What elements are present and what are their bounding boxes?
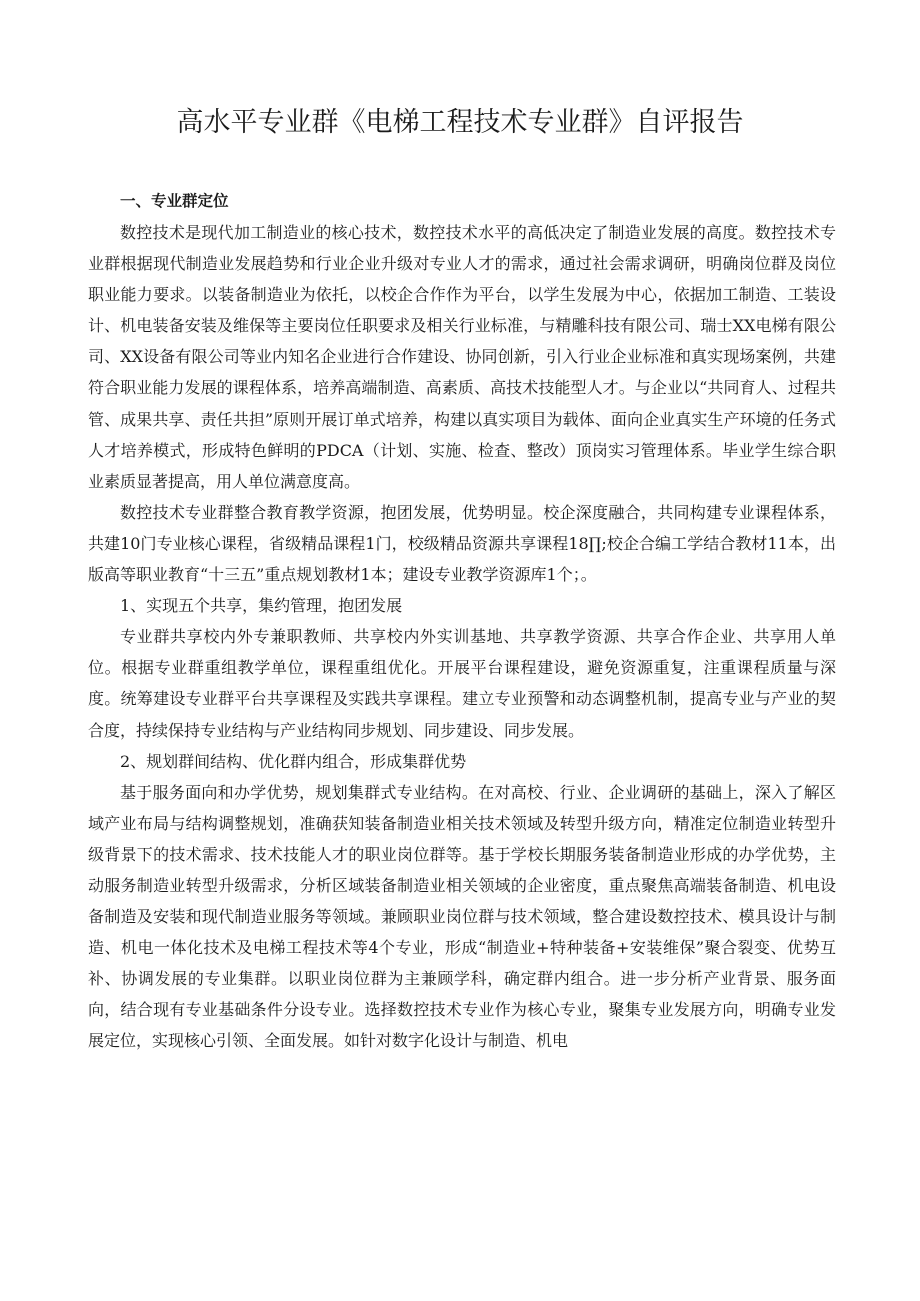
subsection-heading-sharing: 1、实现五个共享，集约管理，抱团发展 [120,596,403,616]
paragraph-sharing: 专业群共享校内外专兼职教师、共享校内外实训基地、共享教学资源、共享合作企业、共享用人单位。根据专业群重组教学单位，课程重组优化。开展平台课程建设，避免资源重复，注重课程质量与深度。统筹建设专业群平台共享课程及实践共享课程。建立专业预警和动态调整机制，提高专业与产业的契合度，持续保持专业结构与产业结构同步规划、同步建设、同步发展。 [88,627,836,740]
paragraph-positioning-overview: 数控技术是现代加工制造业的核心技术，数控技术水平的高低决定了制造业发展的高度。数控技术专业群根据现代制造业发展趋势和行业企业升级对专业人才的需求，通过社会需求调研，明确岗位群及岗位职业能力要求。以装备制造业为依托，以校企合作作为平台，以学生发展为中心，依据加工制造、工装设计、机电装备安装及维保等主要岗位任职要求及相关行业标准，与精雕科技有限公司、瑞士XX电梯有限公司、XX设备有限公司等业内知名企业进行合作建设、协同创新，引入行业企业标准和真实现场案例，共建符合职业能力发展的课程体系，培养高端制造、高素质、高技术技能型人才。与企业以“共同育人、过程共管、成果共享、责任共担”原则开展订单式培养，构建以真实项目为载体、面向企业真实生产环境的任务式人才培养模式，形成特色鲜明的PDCA（计划、实施、检查、整改）顶岗实习管理体系。毕业学生综合职业素质显著提高，用人单位满意度高。 [88,223,836,491]
document-title: 高水平专业群《电梯工程技术专业群》自评报告 [176,107,744,138]
section-heading-positioning: 一、专业群定位 [120,192,229,210]
paragraph-structure: 基于服务面向和办学优势，规划集群式专业结构。在对高校、行业、企业调研的基础上，深入了解区域产业布局与结构调整规划，准确获知装备制造业相关技术领域及转型升级方向，精准定位制造业转型升级背景下的技术需求、技术技能人才的职业岗位群等。基于学校长期服务装备制造业形成的办学优势，主动服务制造业转型升级需求，分析区域装备制造业相关领域的企业密度，重点聚焦高端装备制造、机电设备制造及安装和现代制造业服务等领域。兼顾职业岗位群与技术领域，整合建设数控技术、模具设计与制造、机电一体化技术及电梯工程技术等4个专业，形成“制造业+特种装备+安装维保”聚合裂变、优势互补、协调发展的专业集群。以职业岗位群为主兼顾学科，确定群内组合。进一步分析产业背景、服务面向，结合现有专业基础条件分设专业。选择数控技术专业作为核心专业，聚集专业发展方向，明确专业发展定位，实现核心引领、全面发展。如针对数字化设计与制造、机电 [88,782,836,1051]
paragraph-resource-integration: 数控技术专业群整合教育教学资源，抱团发展，优势明显。校企深度融合，共同构建专业课程体系，共建10门专业核心课程，省级精品课程1门，校级精品资源共享课程18∏;校企合编工学结合教材11本，出版高等职业教育“十三五”重点规划教材1本；建设专业教学资源库1个；。 [88,502,836,585]
document-body [88,186,836,1057]
subsection-heading-structure: 2、规划群间结构、优化群内组合，形成集群优势 [120,751,467,771]
